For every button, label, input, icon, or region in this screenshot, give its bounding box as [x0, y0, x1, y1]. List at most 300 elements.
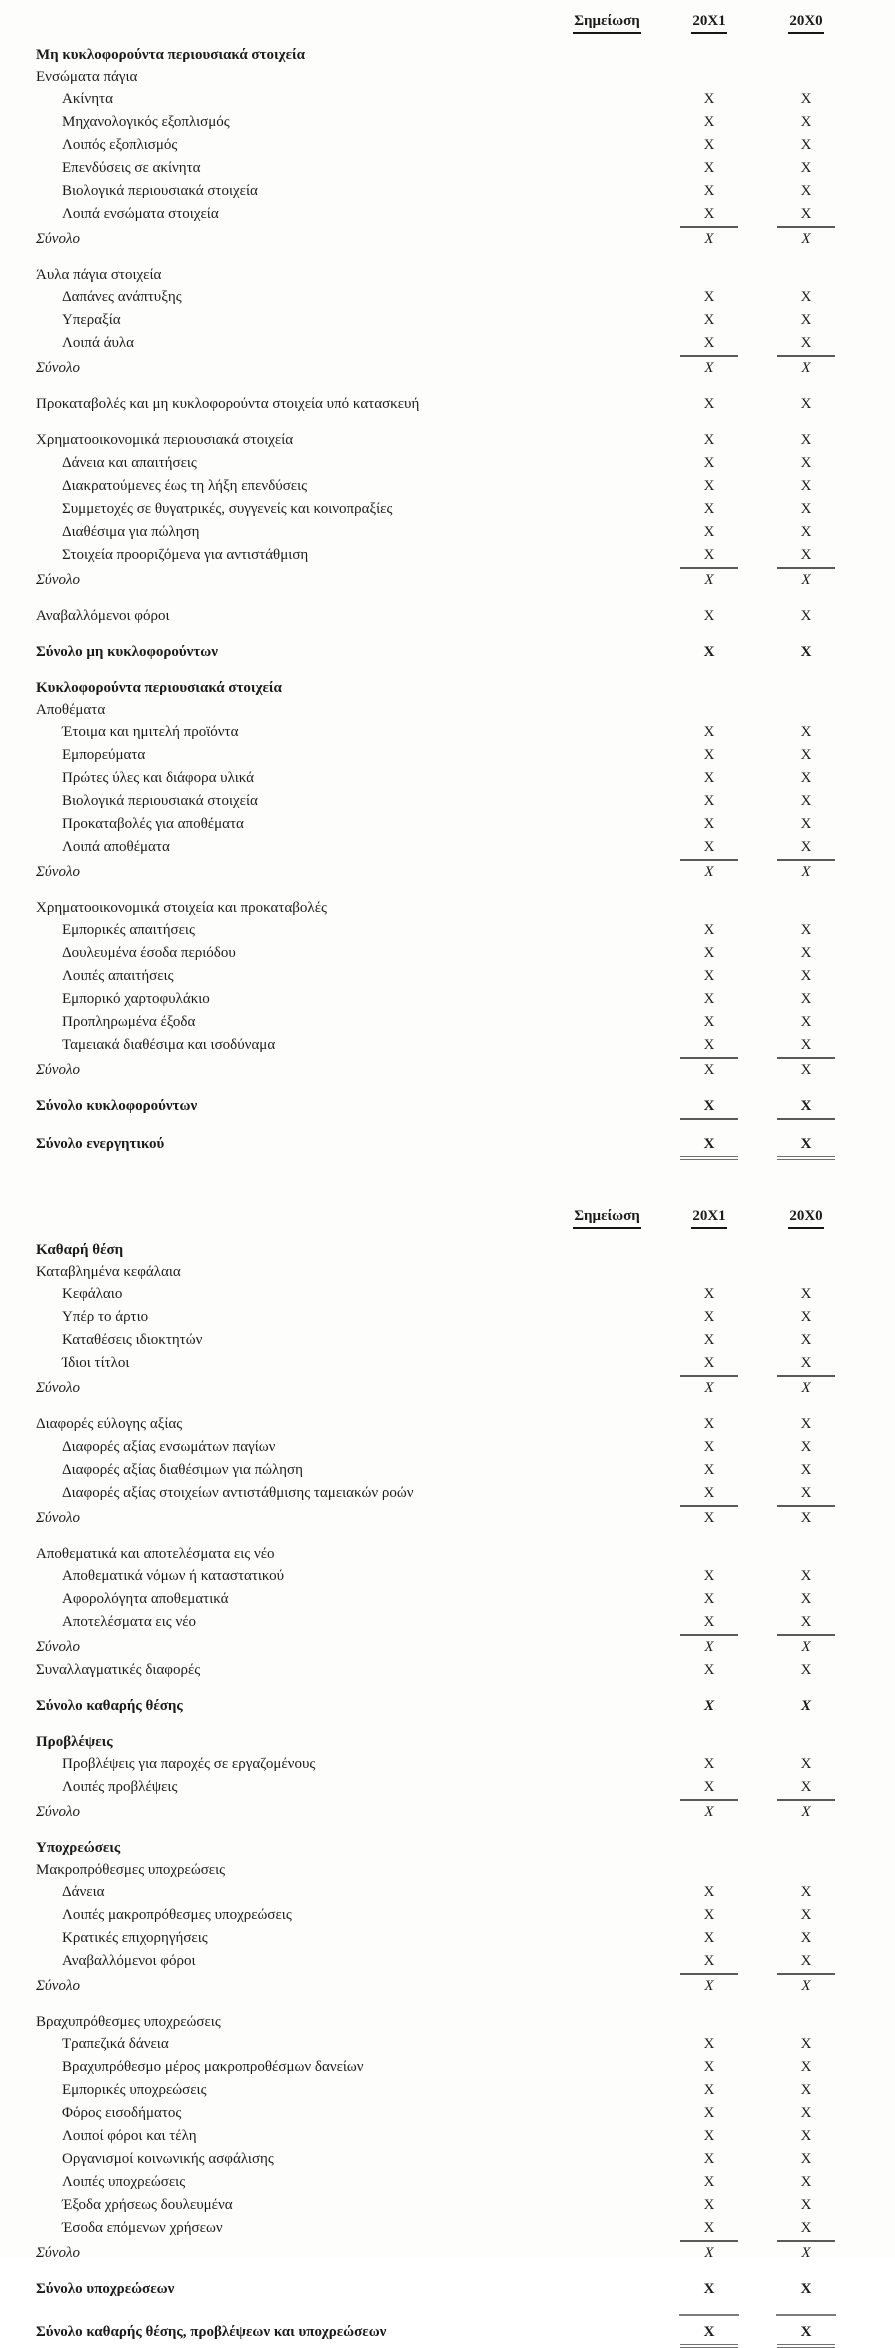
blank-separator: [36, 1998, 855, 2011]
value-20X0-cell: [757, 429, 855, 452]
value-20X0-cell: [757, 332, 855, 357]
value-20X1-cell: [661, 1377, 757, 1400]
row-label: Λοιπές υποχρεώσεις: [62, 2174, 186, 2190]
value-20X1-cell: [661, 1881, 757, 1904]
year-20X0-column-header: 20X0: [788, 1205, 823, 1229]
value-20X1-cell: [661, 569, 757, 592]
value-placeholder-x: X: [680, 1482, 738, 1507]
row-label: Κεφάλαιο: [62, 1286, 123, 1302]
row-label: Συναλλαγματικές διαφορές: [36, 1662, 201, 1678]
statement-row: [36, 569, 855, 592]
statement-row: [36, 2321, 855, 2348]
value-placeholder-x: X: [801, 360, 811, 376]
value-20X1-cell: [661, 942, 757, 965]
value-20X0-cell: [757, 157, 855, 180]
row-label: Χρηματοοικονομικά στοιχεία και προκαταβολές: [36, 900, 327, 916]
row-label: Βιολογικά περιουσιακά στοιχεία: [62, 793, 258, 809]
row-label: Σύνολο: [36, 1062, 80, 1078]
statement-row: [36, 1543, 855, 1565]
value-placeholder-x: X: [704, 1380, 714, 1396]
statement-row: [36, 1482, 855, 1507]
value-20X1-cell: [661, 605, 757, 628]
value-20X0-cell: [757, 1975, 855, 1998]
value-20X0-cell: [757, 1283, 855, 1306]
blank-separator: [36, 1530, 855, 1543]
value-placeholder-x: X: [800, 2059, 812, 2075]
value-20X1-cell: [661, 1459, 757, 1482]
value-placeholder-x: X: [800, 1930, 812, 1946]
value-placeholder-x: X: [680, 1776, 738, 1801]
value-20X0-rule: [757, 2301, 855, 2323]
value-placeholder-x: X: [800, 1510, 812, 1526]
value-20X0-cell: [757, 1950, 855, 1975]
value-20X0-cell: [757, 1753, 855, 1776]
value-20X0-cell: [757, 2125, 855, 2148]
statement-row: [36, 2056, 855, 2079]
value-placeholder-x: X: [800, 524, 812, 540]
value-20X0-cell: [757, 111, 855, 134]
value-20X1-cell: [661, 475, 757, 498]
statement-row: [36, 2194, 855, 2217]
statement-row: [36, 699, 855, 721]
value-placeholder-x: X: [703, 770, 715, 786]
statement-row: [36, 203, 855, 228]
value-20X0-cell: [757, 988, 855, 1011]
row-label: Λοιποί φόροι και τέλη: [62, 2128, 197, 2144]
value-placeholder-x: X: [800, 945, 812, 961]
value-placeholder-x: X: [703, 724, 715, 740]
value-placeholder-x: X: [800, 1439, 812, 1455]
value-20X0-cell: [757, 1377, 855, 1400]
statement-row: [36, 2171, 855, 2194]
value-placeholder-x: X: [801, 864, 811, 880]
row-label: Διαφορές εύλογης αξίας: [36, 1416, 183, 1432]
statement-row: [36, 357, 855, 380]
columns-header: [36, 10, 855, 34]
value-20X0-cell: [757, 2321, 855, 2348]
row-label: Ταμειακά διαθέσιμα και ισοδύναμα: [62, 1037, 276, 1053]
statement-row: [36, 1753, 855, 1776]
value-placeholder-x: X: [703, 1930, 715, 1946]
value-20X0-cell: [757, 286, 855, 309]
statement-row: [36, 813, 855, 836]
value-20X0-cell: [757, 790, 855, 813]
statement-row: [36, 1034, 855, 1059]
row-label: Στοιχεία προοριζόμενα για αντιστάθμιση: [62, 547, 309, 563]
value-20X1-cell: [661, 1011, 757, 1034]
value-20X0-cell: [757, 2033, 855, 2056]
value-20X1-cell: [661, 813, 757, 836]
value-20X0-cell: [757, 1306, 855, 1329]
row-label: Βραχυπρόθεσμο μέρος μακροπροθέσμων δανείων: [62, 2059, 364, 2075]
row-label: Αποθεματικά και αποτελέσματα εις νέο: [36, 1546, 275, 1562]
value-20X1-cell: [661, 1975, 757, 1998]
row-label: Φόρος εισοδήματος: [62, 2105, 182, 2121]
value-placeholder-x: X: [800, 1756, 812, 1772]
value-20X0-cell: [757, 1904, 855, 1927]
value-20X0-cell: [757, 1329, 855, 1352]
value-placeholder-x: X: [703, 1907, 715, 1923]
value-placeholder-x: X: [703, 1591, 715, 1607]
value-placeholder-x: X: [800, 2082, 812, 2098]
value-placeholder-x: X: [800, 1568, 812, 1584]
value-20X1-cell: [661, 1565, 757, 1588]
row-label: Ίδιοι τίτλοι: [62, 1355, 130, 1371]
value-placeholder-x: X: [680, 1352, 738, 1377]
statement-row: [36, 1659, 855, 1682]
row-label: Σύνολο: [36, 864, 80, 880]
value-placeholder-x: X: [777, 1482, 835, 1507]
statement-row: [36, 1436, 855, 1459]
statement-row: [36, 1695, 855, 1718]
row-label: Σύνολο μη κυκλοφορούντων: [36, 644, 218, 660]
statement-row: [36, 544, 855, 569]
value-20X1-cell: [661, 228, 757, 251]
value-placeholder-x: X: [703, 2036, 715, 2052]
value-placeholder-x: X: [777, 1611, 835, 1636]
value-20X1-cell: [661, 1034, 757, 1059]
row-label: Αποθεματικά νόμων ή καταστατικού: [62, 1568, 285, 1584]
value-placeholder-x: X: [703, 2059, 715, 2075]
value-20X1-cell: [661, 965, 757, 988]
value-placeholder-x: X: [800, 2174, 812, 2190]
row-label: Σύνολο: [36, 1510, 80, 1526]
assets-page: [0, 10, 895, 1160]
statement-row: [36, 767, 855, 790]
statement-row: [36, 2079, 855, 2102]
value-placeholder-x: X: [800, 968, 812, 984]
statement-row: [36, 605, 855, 628]
value-placeholder-x: X: [800, 2281, 812, 2297]
value-20X1-cell: [661, 332, 757, 357]
value-20X0-cell: [757, 2217, 855, 2242]
value-placeholder-x: X: [703, 1662, 715, 1678]
value-placeholder-x: X: [801, 1380, 811, 1396]
value-20X1-cell: [661, 1904, 757, 1927]
blank-separator: [36, 664, 855, 677]
statement-row: [36, 1927, 855, 1950]
statement-row: [36, 2148, 855, 2171]
value-20X1-cell: [661, 2321, 757, 2348]
statement-row: [36, 44, 855, 66]
value-placeholder-x: X: [800, 1662, 812, 1678]
value-20X0-cell: [757, 1352, 855, 1377]
value-20X1-cell: [661, 429, 757, 452]
statement-row: [36, 1975, 855, 1998]
total-rule-row: [36, 2301, 855, 2321]
statement-row: [36, 2217, 855, 2242]
value-placeholder-x: X: [800, 183, 812, 199]
value-placeholder-x: X: [703, 2197, 715, 2213]
value-placeholder-x: X: [704, 572, 714, 588]
statement-row: [36, 521, 855, 544]
row-label: Εμπορικές υποχρεώσεις: [62, 2082, 207, 2098]
row-label: Έτοιμα και ημιτελή προϊόντα: [62, 724, 239, 740]
statement-row: [36, 1329, 855, 1352]
value-20X1-cell: [661, 498, 757, 521]
horizontal-rule: [679, 2314, 739, 2316]
value-20X1-cell: [661, 1133, 757, 1160]
statement-row: [36, 309, 855, 332]
row-label: Δαπάνες ανάπτυξης: [62, 289, 182, 305]
value-20X0-cell: [757, 605, 855, 628]
row-label: Λοιπές απαιτήσεις: [62, 968, 174, 984]
note-column-header: Σημείωση: [573, 1205, 641, 1229]
row-label: Καταθέσεις ιδιοκτητών: [62, 1332, 203, 1348]
value-20X0-cell: [757, 2079, 855, 2102]
row-label: Αναβαλλόμενοι φόροι: [62, 1953, 196, 1969]
value-20X0-cell: [757, 180, 855, 203]
row-label: Σύνολο: [36, 1978, 80, 1994]
statement-row: [36, 677, 855, 699]
value-20X1-cell: [661, 2033, 757, 2056]
value-20X0-cell: [757, 2278, 855, 2301]
blank-separator: [36, 628, 855, 641]
value-placeholder-x: X: [800, 1884, 812, 1900]
statement-row: [36, 1588, 855, 1611]
value-20X0-cell: [757, 1459, 855, 1482]
value-20X1-cell: [661, 1283, 757, 1306]
blank-separator: [36, 1682, 855, 1695]
statement-row: [36, 1261, 855, 1283]
value-placeholder-x: X: [704, 1639, 714, 1655]
value-20X0-cell: [757, 942, 855, 965]
value-20X0-cell: [757, 813, 855, 836]
row-label: Αποθέματα: [36, 702, 106, 718]
statement-row: [36, 2125, 855, 2148]
value-20X1-cell: [661, 1352, 757, 1377]
statement-row: [36, 1133, 855, 1160]
value-20X1-cell: [661, 1695, 757, 1718]
row-label: Βραχυπρόθεσμες υποχρεώσεις: [36, 2014, 221, 2030]
statement-row: [36, 157, 855, 180]
statement-row: [36, 134, 855, 157]
horizontal-rule: [776, 2314, 836, 2316]
value-20X0-cell: [757, 1801, 855, 1824]
row-label: Εμπορεύματα: [62, 747, 146, 763]
value-placeholder-x: X: [800, 312, 812, 328]
value-20X0-cell: [757, 1507, 855, 1530]
row-label: Προβλέψεις για παροχές σε εργαζομένους: [62, 1756, 316, 1772]
value-placeholder-x: X: [703, 91, 715, 107]
statement-row: [36, 897, 855, 919]
statement-row: [36, 332, 855, 357]
year-20X1-column-header: 20X1: [691, 10, 726, 34]
statement-row: [36, 836, 855, 861]
statement-row: [36, 1377, 855, 1400]
value-20X0-cell: [757, 569, 855, 592]
value-placeholder-x: X: [777, 2321, 835, 2348]
value-placeholder-x: X: [680, 1034, 738, 1059]
statement-row: [36, 1611, 855, 1636]
value-20X1-cell: [661, 2125, 757, 2148]
value-placeholder-x: X: [777, 1776, 835, 1801]
row-label: Αναβαλλόμενοι φόροι: [36, 608, 170, 624]
value-20X1-cell: [661, 2217, 757, 2242]
value-placeholder-x: X: [777, 1352, 835, 1377]
row-label: Διαθέσιμα για πώληση: [62, 524, 200, 540]
value-20X1-cell: [661, 309, 757, 332]
value-20X0-cell: [757, 498, 855, 521]
statement-row: [36, 180, 855, 203]
blank-separator: [36, 251, 855, 264]
row-label: Διακρατούμενες έως τη λήξη επενδύσεις: [62, 478, 308, 494]
value-20X0-cell: [757, 1413, 855, 1436]
value-20X0-cell: [757, 721, 855, 744]
statement-row: [36, 1239, 855, 1261]
value-20X0-cell: [757, 1611, 855, 1636]
value-placeholder-x: X: [801, 1978, 811, 1994]
value-placeholder-x: X: [800, 2197, 812, 2213]
value-placeholder-x: X: [777, 332, 835, 357]
row-label: Σύνολο: [36, 1639, 80, 1655]
value-20X1-cell: [661, 1659, 757, 1682]
value-20X1-cell: [661, 88, 757, 111]
blank-separator: [36, 1400, 855, 1413]
note-column-header: Σημείωση: [573, 10, 641, 34]
value-20X1-cell: [661, 1436, 757, 1459]
statement-row: [36, 66, 855, 88]
statement-row: [36, 498, 855, 521]
row-label: Σύνολο υποχρεώσεων: [36, 2281, 175, 2297]
statement-row: [36, 1859, 855, 1881]
value-placeholder-x: X: [800, 2128, 812, 2144]
value-20X0-cell: [757, 544, 855, 569]
value-20X1-cell: [661, 1482, 757, 1507]
value-placeholder-x: X: [800, 114, 812, 130]
statement-row: [36, 475, 855, 498]
statement-row: [36, 1507, 855, 1530]
value-20X1-cell: [661, 1306, 757, 1329]
value-20X0-cell: [757, 836, 855, 861]
year-20X0-column-header: 20X0: [788, 10, 823, 34]
value-20X1-cell: [661, 2148, 757, 2171]
value-20X0-cell: [757, 452, 855, 475]
statement-row: [36, 429, 855, 452]
value-placeholder-x: X: [703, 396, 715, 412]
value-20X1-cell: [661, 2056, 757, 2079]
value-20X0-cell: [757, 2242, 855, 2265]
value-20X0-cell: [757, 641, 855, 664]
value-placeholder-x: X: [703, 747, 715, 763]
statement-row: [36, 641, 855, 664]
statement-row: [36, 2242, 855, 2265]
value-20X0-cell: [757, 2171, 855, 2194]
row-label: Βιολογικά περιουσιακά στοιχεία: [62, 183, 258, 199]
value-20X0-cell: [757, 309, 855, 332]
value-placeholder-x: X: [801, 572, 811, 588]
value-placeholder-x: X: [703, 114, 715, 130]
statement-row: [36, 228, 855, 251]
row-label: Ακίνητα: [62, 91, 113, 107]
statement-row: [36, 1283, 855, 1306]
value-placeholder-x: X: [703, 1698, 714, 1714]
value-placeholder-x: X: [703, 2105, 715, 2121]
row-label: Προβλέψεις: [36, 1734, 113, 1750]
value-20X1-cell: [661, 2171, 757, 2194]
value-placeholder-x: X: [800, 2105, 812, 2121]
value-20X0-cell: [757, 861, 855, 884]
value-20X0-cell: [757, 1095, 855, 1120]
statement-row: [36, 2102, 855, 2125]
value-20X0-cell: [757, 1059, 855, 1082]
value-20X1-cell: [661, 134, 757, 157]
row-label: Σύνολο καθαρής θέσης: [36, 1698, 183, 1714]
value-placeholder-x: X: [800, 922, 812, 938]
value-placeholder-x: X: [800, 1332, 812, 1348]
value-20X1-cell: [661, 861, 757, 884]
value-20X0-cell: [757, 521, 855, 544]
value-placeholder-x: X: [703, 1286, 715, 1302]
row-label: Διαφορές αξίας ενσωμάτων παγίων: [62, 1439, 276, 1455]
statement-row: [36, 790, 855, 813]
row-label: Καταβλημένα κεφάλαια: [36, 1264, 181, 1280]
value-20X1-cell: [661, 1329, 757, 1352]
value-placeholder-x: X: [800, 1309, 812, 1325]
statement-row: [36, 744, 855, 767]
value-placeholder-x: X: [703, 945, 715, 961]
row-label: Ενσώματα πάγια: [36, 69, 138, 85]
value-placeholder-x: X: [704, 2245, 714, 2261]
value-placeholder-x: X: [680, 1611, 738, 1636]
value-20X0-cell: [757, 919, 855, 942]
row-label: Πρώτες ύλες και διάφορα υλικά: [62, 770, 255, 786]
value-20X1-cell: [661, 180, 757, 203]
statement-row: [36, 1904, 855, 1927]
statement-row: [36, 1801, 855, 1824]
statement-row: [36, 2011, 855, 2033]
value-placeholder-x: X: [800, 816, 812, 832]
value-20X0-cell: [757, 228, 855, 251]
value-20X0-cell: [757, 965, 855, 988]
value-placeholder-x: X: [703, 1416, 715, 1432]
blank-separator: [36, 1824, 855, 1837]
equity-liabilities-rows: [36, 1239, 855, 2348]
statement-row: [36, 1565, 855, 1588]
value-placeholder-x: X: [800, 455, 812, 471]
value-20X1-cell: [661, 357, 757, 380]
value-20X1-cell: [661, 544, 757, 569]
value-placeholder-x: X: [801, 2245, 811, 2261]
row-label: Σύνολο καθαρής θέσης, προβλέψεων και υποχρεώσεων: [36, 2324, 387, 2340]
value-placeholder-x: X: [703, 2281, 715, 2297]
row-label: Κυκλοφορούντα περιουσιακά στοιχεία: [36, 680, 282, 696]
value-placeholder-x: X: [800, 2036, 812, 2052]
value-placeholder-x: X: [680, 2217, 738, 2242]
value-20X1-cell: [661, 2194, 757, 2217]
row-label: Σύνολο: [36, 1380, 80, 1396]
row-label: Άυλα πάγια στοιχεία: [36, 267, 162, 283]
value-20X1-cell: [661, 1059, 757, 1082]
value-20X0-cell: [757, 1011, 855, 1034]
row-label: Λοιπά ενσώματα στοιχεία: [62, 206, 219, 222]
value-placeholder-x: X: [800, 91, 812, 107]
statement-row: [36, 264, 855, 286]
value-placeholder-x: X: [703, 524, 715, 540]
value-placeholder-x: X: [703, 1014, 715, 1030]
value-placeholder-x: X: [800, 1907, 812, 1923]
statement-row: [36, 393, 855, 416]
row-label: Σύνολο: [36, 1804, 80, 1820]
row-label: Οργανισμοί κοινωνικής ασφάλισης: [62, 2151, 274, 2167]
value-placeholder-x: X: [800, 160, 812, 176]
value-20X0-cell: [757, 767, 855, 790]
value-placeholder-x: X: [703, 432, 715, 448]
row-label: Σύνολο κυκλοφορούντων: [36, 1098, 198, 1114]
value-placeholder-x: X: [703, 183, 715, 199]
value-20X1-cell: [661, 203, 757, 228]
value-20X1-cell: [661, 2102, 757, 2125]
